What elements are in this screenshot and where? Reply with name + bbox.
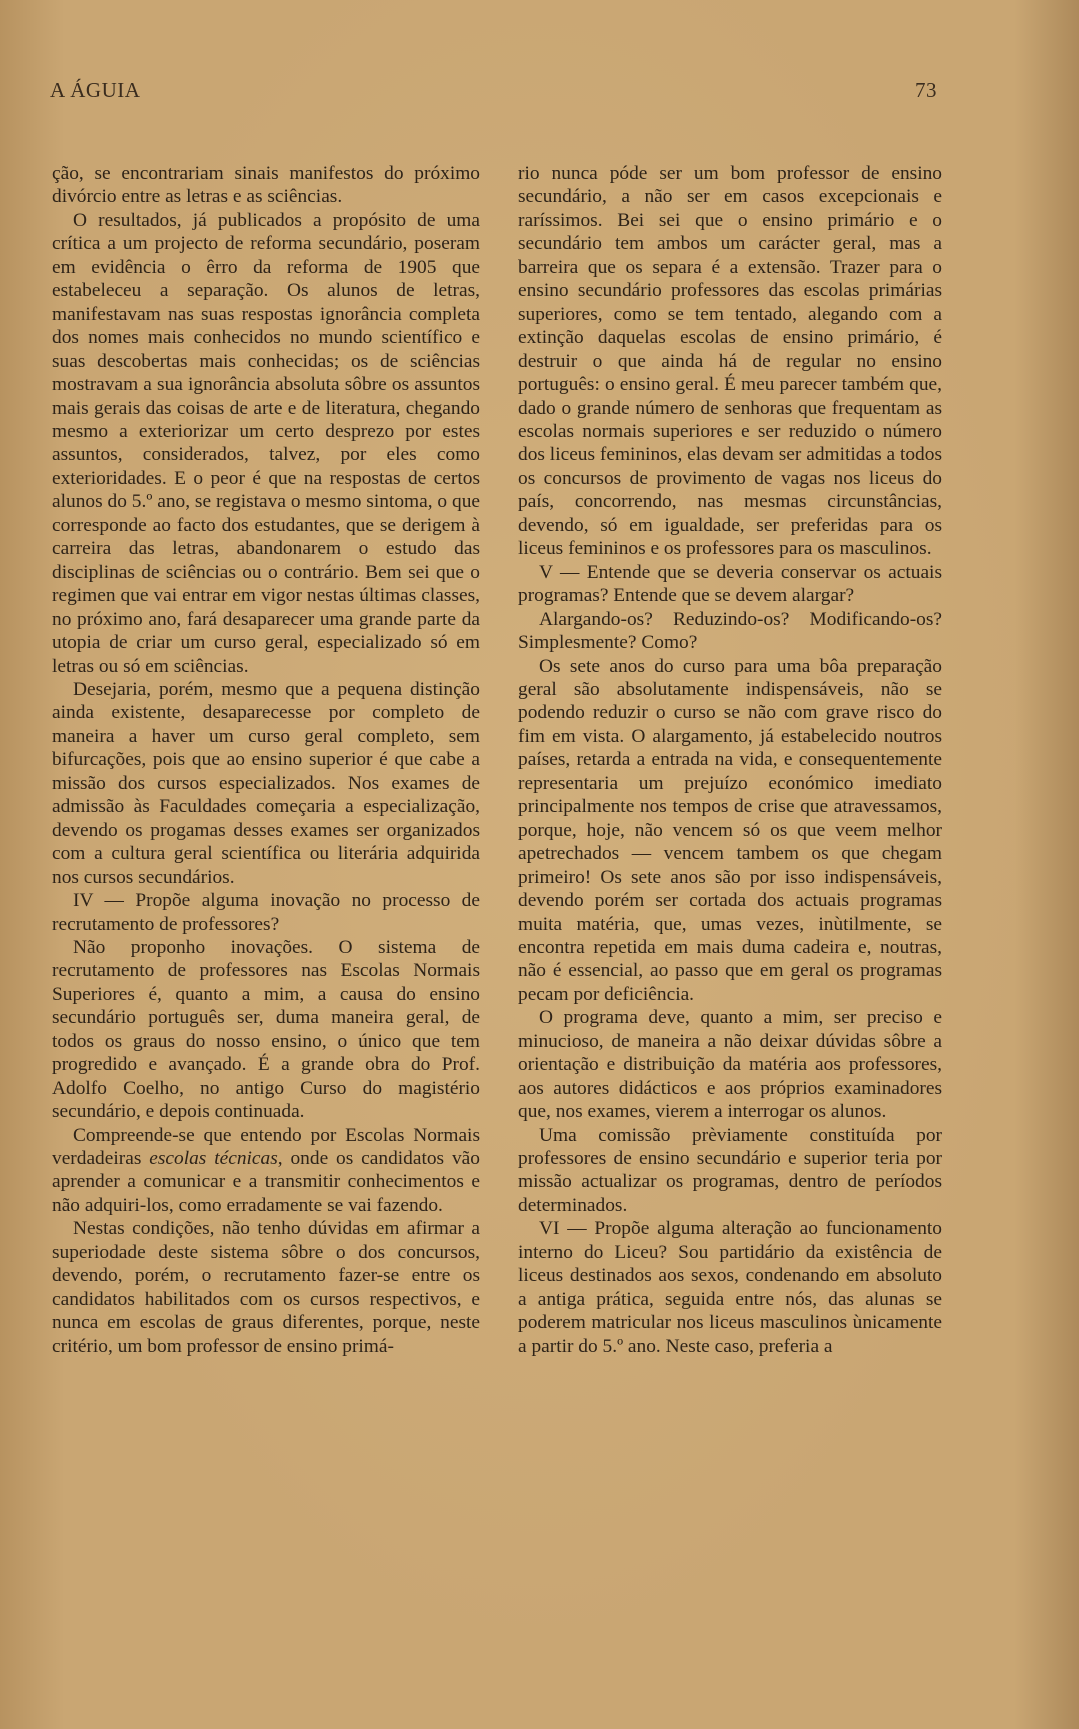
question-v: V — Entende que se deveria conservar os actuais programas? Entende que se devem alargar? [518,561,942,607]
paragraph: ção, se encontrariam sinais manifestos do próximo divórcio entre as letras e as sciências. [52,163,480,208]
paragraph [52,1124,480,1218]
question-iv: IV — Propõe alguma inovação no processo de recrutamento de professores? [52,890,480,935]
paragraph: Uma comissão prèviamente constituída por professores de ensino secundário e superior teria por missão actualizar os programas, dentro de períodos determinados. [518,1124,942,1216]
paragraph: Alargando-os? Reduzindo-os? Modificando-os? Simplesmente? Como? [518,608,942,654]
question-vi: VI — Propõe alguma alteração ao funcionamento interno do Liceu? Sou partidário da existência de liceus destinados aos sexos, condenando em absoluto a antiga prática, seguida entre nós, das alunas se poderem matricular nos liceus masculinos ùnicamente a partir do 5.º ano. Neste caso, preferia a [518,1218,942,1357]
italic-term: escolas técnicas [149,1148,278,1170]
paragraph: Os sete anos do curso para uma bôa preparação geral são absolutamente indispensáveis, não se podendo reduzir o curso se não com grave risco do fim em vista. O alargamento, já estabelecido noutros países, retarda a entrada na vida, e consequentemente representaria um prejuízo económico imediato principalmente nos tempos de crise que atravessamos, porque, hoje, não vencem só os que veem melhor apetrechados — vencem tambem os que chegam primeiro! Os sete anos são por isso indispensáveis, devendo porém ser cortada dos actuais programas muita matéria, que, umas vezes, inùtilmente, se encontra repetida em mais duma cadeira e, noutras, não é essencial, ao passo que em geral os programas pecam por deficiência. [518,655,942,1005]
page-number: 73 [915,78,937,102]
paragraph: Não proponho inovações. O sistema de recrutamento de professores nas Escolas Normais Superiores é, quanto a mim, a causa do ensino secundário português ser, duma maneira geral, de todos os graus do nosso ensino, o único que tem progredido e avançado. É a grande obra do Prof. Adolfo Coelho, no antigo Curso do magistério secundário, e depois continuada. [52,936,480,1123]
running-header [50,78,937,103]
journal-title: A ÁGUIA [50,78,141,102]
text-run: Compreende-se que entendo por Escolas Normais verdadeiras [52,1124,480,1170]
right-column [518,162,942,1358]
left-column [52,162,480,1358]
paragraph: O programa deve, quanto a mim, ser preciso e minucioso, de maneira a não deixar dúvidas sôbre a orientação e distribuição da matéria aos professores, aos autores didácticos e aos próprios examinadores que, nos exames, vierem a interrogar os alunos. [518,1007,942,1123]
paragraph: rio nunca póde ser um bom professor de ensino secundário, a não ser em casos excepcionais e raríssimos. Bei sei que o ensino primário e o secundário tem ambos um carácter geral, mas a barreira que os separa é a extensão. Trazer para o ensino secundário professores das escolas primárias superiores, como se tem tentado, alegando com a extinção daquelas escolas de ensino primário, é destruir o que ainda há de regular no ensino português: o ensino geral. É meu parecer também que, dado o grande número de senhoras que frequentam as escolas normais superiores e ser reduzido o número dos liceus femininos, elas devam ser admitidas a todos os concursos de provimento de vagas nos liceus do país, concorrendo, nas mesmas circunstâncias, devendo, só em igualdade, ser preferidas para os liceus femininos e os professores para os masculinos. [518,163,942,560]
text-run: , onde os candidatos vão aprender a comunicar e a transmitir conhecimentos e não adquiri-los, como erradamente se vai fazendo. [52,1148,480,1216]
paragraph: Nestas condições, não tenho dúvidas em afirmar a superiodade deste sistema sôbre o dos concursos, devendo, porém, o recrutamento fazer-se entre os candidatos habilitados com os cursos respectivos, e nunca em escolas de graus diferentes, porque, neste critério, um bom professor de ensino primá- [52,1218,480,1357]
paragraph: Desejaria, porém, mesmo que a pequena distinção ainda existente, desaparecesse por completo de maneira a haver um curso geral completo, sem bifurcações, pois que ao ensino superior é que cabe a missão dos cursos especializados. Nos exames de admissão às Faculdades começaria a especialização, devendo os progamas desses exames ser organizados com a cultura geral scientífica ou literária adquirida nos cursos secundários. [52,678,480,888]
paragraph: O resultados, já publicados a propósito de uma crítica a um projecto de reforma secundário, poseram em evidência o êrro da reforma de 1905 que estabeleceu a separação. Os alunos de letras, manifestavam nas suas respostas ignorância completa dos nomes mais conhecidos no mundo scientífico e suas descobertas mais conhecidas; os de sciências mostravam a sua ignorância absoluta sôbre os assuntos mais gerais das coisas de arte e de literatura, chegando mesmo a exteriorizar um certo desprezo por estes assuntos, considerados, talvez, por eles como exterioridades. E o peor é que na respostas de certos alunos do 5.º ano, se registava o mesmo sintoma, o que corresponde ao facto dos estudantes, que se derigem à carreira das letras, abandonarem o estudo das disciplinas de sciências ou o contrário. Bem sei que o regimen que vai entrar em vigor nestas últimas classes, no próximo ano, fará desaparecer uma grande parte da utopia de criar um curso geral, especializado só em letras ou só em sciências. [52,209,480,677]
